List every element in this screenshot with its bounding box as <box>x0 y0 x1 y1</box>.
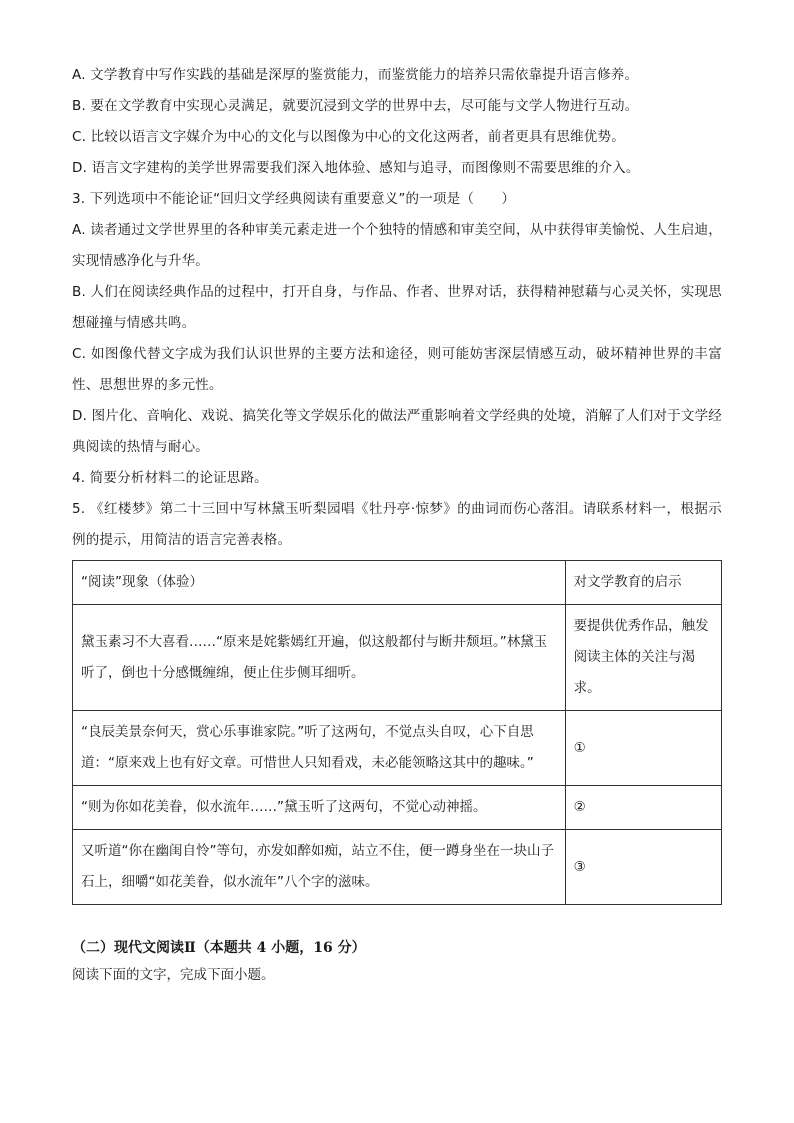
option-c: C. 比较以语言文字媒介为中心的文化与以图像为中心的文化这两者，前者更具有思维优势。 <box>72 129 625 145</box>
q3-option-a: A. 读者通过文学世界里的各种审美元素走进一个个独特的情感和审美空间，从中获得审美愉悦、人生启迪，实现情感净化与升华。 <box>72 222 722 269</box>
table-cell-phenomenon: 黛玉素习不大喜看……“原来是姹紫嫣红开遍，似这般都付与断井颓垣。”林黛玉听了，倒也十分感慨缠绵，便止住步侧耳细听。 <box>73 605 566 711</box>
reading-table <box>72 560 722 905</box>
table-cell-phenomenon: “良辰美景奈何天，赏心乐事谁家院。”听了这两句，不觉点头自叹，心下自思道：“原来戏上也有好文章。可惜世人只知看戏，未必能领略这其中的趣味。” <box>73 711 566 786</box>
q3-option-b: B. 人们在阅读经典作品的过程中，打开自身，与作品、作者、世界对话，获得精神慰藉与心灵关怀，实现思想碰撞与情感共鸣。 <box>72 284 722 331</box>
question-3-stem: 3. 下列选项中不能论证“回归文学经典阅读有重要意义”的一项是（ ） <box>72 191 516 207</box>
option-a: A. 文学教育中写作实践的基础是深厚的鉴赏能力，而鉴赏能力的培养只需依靠提升语言修养。 <box>72 67 639 83</box>
table-row <box>73 605 722 711</box>
question-4: 4. 简要分析材料二的论证思路。 <box>72 470 268 486</box>
table-cell-phenomenon: “则为你如花美眷，似水流年……”黛玉听了这两句，不觉心动神摇。 <box>73 786 566 830</box>
table-row <box>73 711 722 786</box>
table-cell-blank-2: ② <box>565 786 721 830</box>
table-cell-blank-1: ① <box>565 711 721 786</box>
section-title: （二）现代文阅读Ⅱ（本题共 4 小题，16 分） <box>72 940 366 956</box>
reading-instruction: 阅读下面的文字，完成下面小题。 <box>72 967 275 983</box>
document-page <box>72 60 722 989</box>
table-header-cell: 对文学教育的启示 <box>565 561 721 605</box>
question-5: 5. 《红楼梦》第二十三回中写林黛玉听梨园唱《牡丹亭·惊梦》的曲词而伤心落泪。请联系材料一，根据示例的提示，用简洁的语言完善表格。 <box>72 501 722 548</box>
option-b: B. 要在文学教育中实现心灵满足，就要沉浸到文学的世界中去，尽可能与文学人物进行互动。 <box>72 98 639 114</box>
table-row <box>73 830 722 905</box>
q3-option-d: D. 图片化、音响化、戏说、搞笑化等文学娱乐化的做法严重影响着文学经典的处境，消解了人们对于文学经典阅读的热情与耐心。 <box>72 408 722 455</box>
table-header-row <box>73 561 722 605</box>
table-cell-phenomenon: 又听道“你在幽闺自怜”等句，亦发如醉如痴，站立不住，便一蹲身坐在一块山子石上，细嚼“如花美眷，似水流年”八个字的滋味。 <box>73 830 566 905</box>
table-cell-blank-3: ③ <box>565 830 721 905</box>
table-header-cell: “阅读”现象（体验） <box>73 561 566 605</box>
q3-option-c: C. 如图像代替文字成为我们认识世界的主要方法和途径，则可能妨害深层情感互动，破坏精神世界的丰富性、思想世界的多元性。 <box>72 346 722 393</box>
table-row <box>73 786 722 830</box>
table-cell-inspiration: 要提供优秀作品，触发阅读主体的关注与渴求。 <box>565 605 721 711</box>
option-d: D. 语言文字建构的美学世界需要我们深入地体验、感知与追寻，而图像则不需要思维的介入。 <box>72 160 640 176</box>
